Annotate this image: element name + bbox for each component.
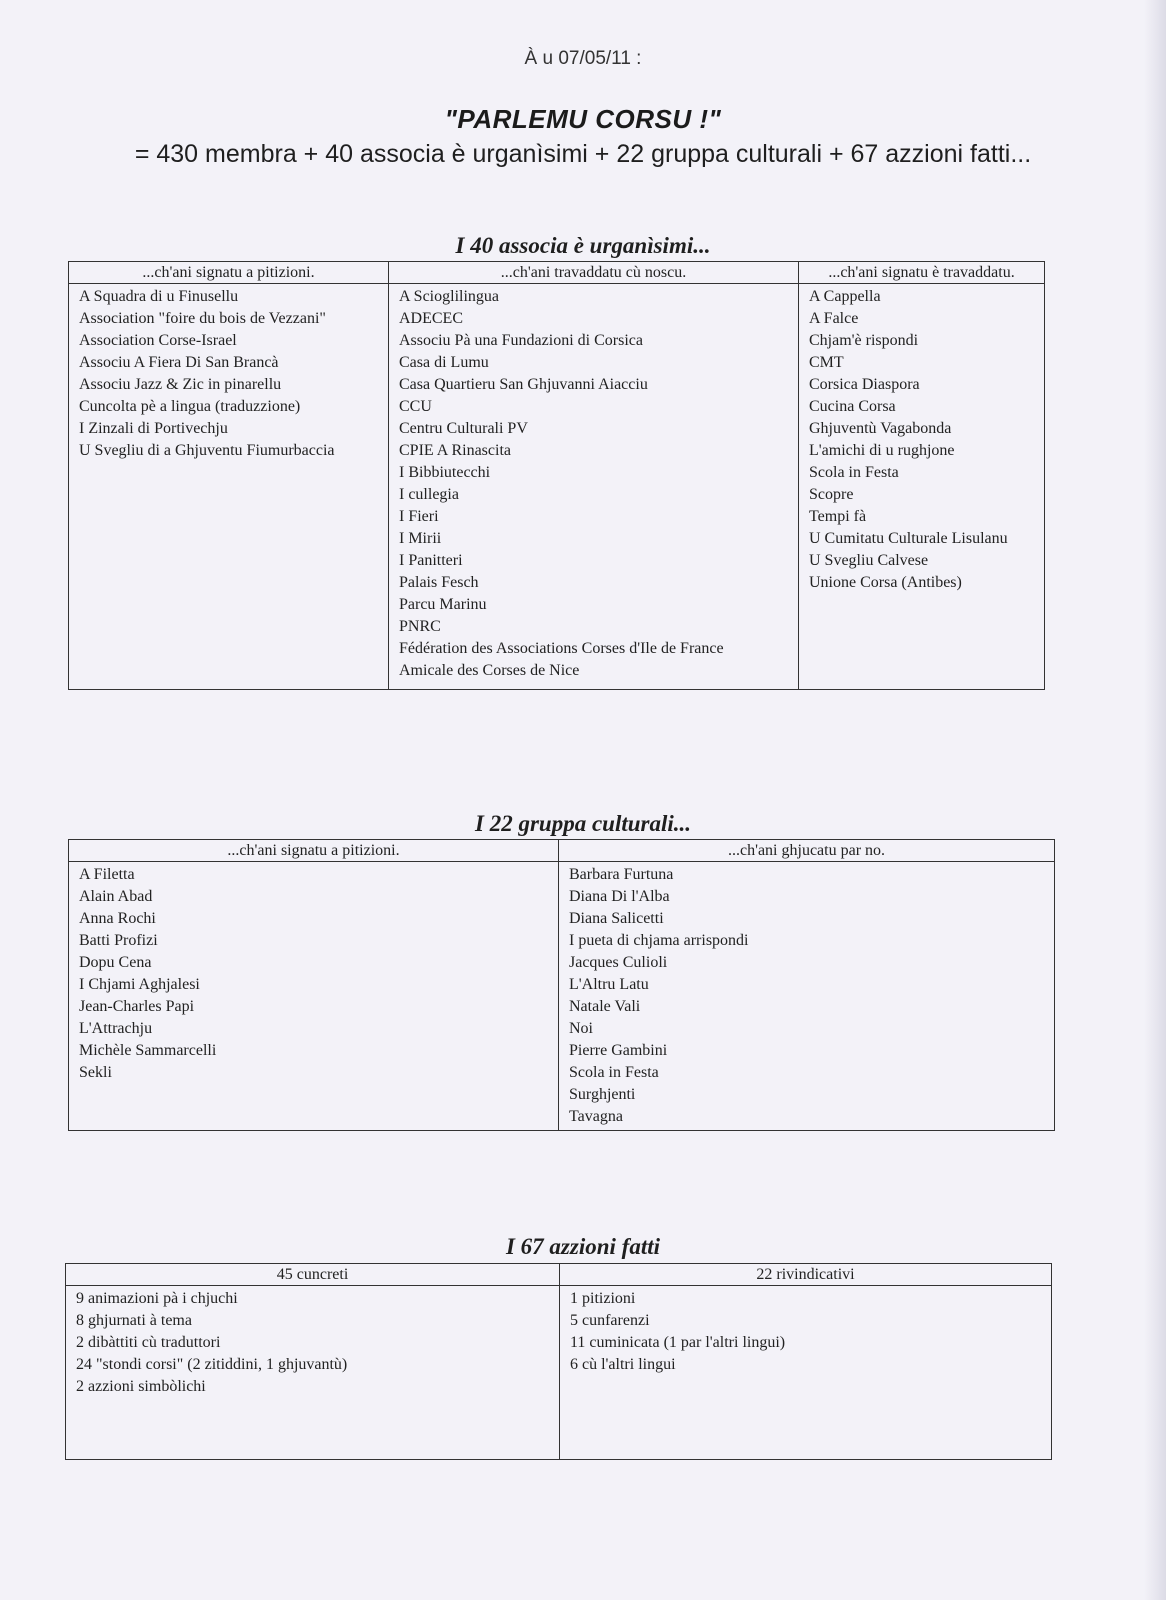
list-item: Natale Vali [569, 998, 641, 1015]
list-item: Noi [569, 1020, 593, 1037]
list-item: I cullegia [399, 486, 459, 503]
list-item: Diana Salicetti [569, 910, 664, 927]
list-item: Tempi fà [809, 508, 867, 525]
groups-header-row [69, 840, 1055, 862]
list-item: Corsica Diaspora [809, 376, 920, 393]
list-item: Associu A Fiera Di San Brancà [79, 354, 279, 371]
associations-body-row [69, 284, 1045, 690]
list-item: Barbara Furtuna [569, 866, 674, 883]
list-item: 11 cuminicata (1 par l'altri lingui) [570, 1334, 786, 1351]
groups-table [68, 839, 1055, 1131]
list-item: I Fieri [399, 508, 439, 525]
list-item: I Mirii [399, 530, 442, 547]
association-list [69, 284, 389, 690]
list-item: Casa Quartieru San Ghjuvanni Aiacciu [399, 376, 648, 393]
list-item: Jacques Culioli [569, 954, 668, 971]
list-item: Diana Di l'Alba [569, 888, 670, 905]
list-item: 1 pitizioni [570, 1290, 636, 1307]
list-item: Associu Jazz & Zic in pinarellu [79, 376, 282, 393]
list-item: U Svegliu Calvese [809, 552, 929, 569]
list-item: A Falce [809, 310, 859, 327]
list-item: Jean-Charles Papi [79, 998, 195, 1015]
list-item: Michèle Sammarcelli [79, 1042, 217, 1059]
list-item: Dopu Cena [79, 954, 152, 971]
list-item: PNRC [399, 618, 441, 635]
list-item: Association Corse-Israel [79, 332, 237, 349]
list-item: Associu Pà una Fundazioni di Corsica [399, 332, 643, 349]
list-item: Sekli [79, 1064, 112, 1081]
list-item: L'Attrachju [79, 1020, 153, 1037]
document-date: À u 07/05/11 : [524, 48, 642, 69]
list-item: I Bibbiutecchi [399, 464, 491, 481]
list-item: Pierre Gambini [569, 1042, 668, 1059]
document-summary: = 430 membra + 40 associa è urganìsimi + 22 gruppa culturali + 67 azzioni fatti... [134, 140, 1032, 168]
associations-table [68, 261, 1045, 690]
list-item: Alain Abad [79, 888, 153, 905]
column-header: ...ch'ani travaddatu cù noscu. [389, 262, 799, 284]
list-item: Surghjenti [569, 1086, 636, 1103]
column-header: ...ch'ani signatu a pitizioni. [69, 840, 559, 862]
list-item: 5 cunfarenzi [570, 1312, 650, 1329]
column-header: 45 cuncreti [66, 1264, 560, 1286]
list-item: Unione Corsa (Antibes) [809, 574, 962, 591]
associations-section-title: I 40 associa è urganìsimi... [455, 233, 711, 258]
group-list [69, 862, 559, 1131]
list-item: 2 dibàttiti cù traduttori [76, 1334, 221, 1351]
list-item: A Cappella [809, 288, 881, 305]
association-list [799, 284, 1045, 690]
list-item: CCU [399, 398, 432, 415]
document-title: "PARLEMU CORSU !" [444, 104, 722, 134]
list-item: Batti Profizi [79, 932, 158, 949]
list-item: Association "foire du bois de Vezzani" [79, 310, 326, 327]
list-item: Amicale des Corses de Nice [399, 662, 580, 679]
list-item: Scola in Festa [809, 464, 899, 481]
list-item: Tavagna [569, 1108, 623, 1125]
list-item: U Svegliu di a Ghjuventu Fiumurbaccia [79, 442, 335, 459]
list-item: I Panitteri [399, 552, 463, 569]
list-item: CMT [809, 354, 844, 371]
list-item: 8 ghjurnati à tema [76, 1312, 192, 1329]
list-item: I pueta di chjama arrispondi [569, 932, 749, 949]
column-header: 22 rivindicativi [560, 1264, 1052, 1286]
list-item: Cuncolta pè a lingua (traduzzione) [79, 398, 301, 415]
list-item: Fédération des Associations Corses d'Ile de France [399, 640, 724, 657]
associations-header-row [69, 262, 1045, 284]
list-item: A Filetta [79, 866, 135, 883]
action-list [560, 1286, 1052, 1460]
groups-section-title: I 22 gruppa culturali... [475, 811, 691, 836]
list-item: Scola in Festa [569, 1064, 659, 1081]
actions-section-title: I 67 azzioni fatti [505, 1234, 660, 1259]
list-item: I Zinzali di Portivechju [79, 420, 228, 437]
column-header: ...ch'ani signatu è travaddatu. [799, 262, 1045, 284]
list-item: Chjam'è rispondi [809, 332, 919, 349]
list-item: 24 "stondi corsi" (2 zitiddini, 1 ghjuvantù) [76, 1356, 348, 1373]
actions-header-row [66, 1264, 1052, 1286]
association-list [389, 284, 799, 690]
list-item: 6 cù l'altri lingui [570, 1356, 676, 1373]
list-item: Cucina Corsa [809, 398, 896, 415]
list-item: A Scioglilingua [399, 288, 499, 305]
list-item: Anna Rochi [79, 910, 156, 927]
list-item: Scopre [809, 486, 854, 503]
list-item: CPIE A Rinascita [399, 442, 511, 459]
list-item: U Cumitatu Culturale Lisulanu [809, 530, 1008, 547]
list-item: Casa di Lumu [399, 354, 489, 371]
group-list [559, 862, 1055, 1131]
list-item: A Squadra di u Finusellu [79, 288, 239, 305]
actions-body-row [66, 1286, 1052, 1460]
list-item: 9 animazioni pà i chjuchi [76, 1290, 238, 1307]
list-item: Centru Culturali PV [399, 420, 528, 437]
list-item: ADECEC [399, 310, 463, 327]
groups-body-row [69, 862, 1055, 1131]
list-item: L'Altru Latu [569, 976, 649, 993]
action-list [66, 1286, 560, 1460]
column-header: ...ch'ani signatu a pitizioni. [69, 262, 389, 284]
list-item: I Chjami Aghjalesi [79, 976, 200, 993]
list-item: L'amichi di u rughjone [809, 442, 955, 459]
actions-table [65, 1263, 1052, 1460]
list-item: 2 azzioni simbòlichi [76, 1378, 206, 1395]
list-item: Palais Fesch [399, 574, 479, 591]
column-header: ...ch'ani ghjucatu par no. [559, 840, 1055, 862]
list-item: Parcu Marinu [399, 596, 487, 613]
list-item: Ghjuventù Vagabonda [809, 420, 952, 437]
